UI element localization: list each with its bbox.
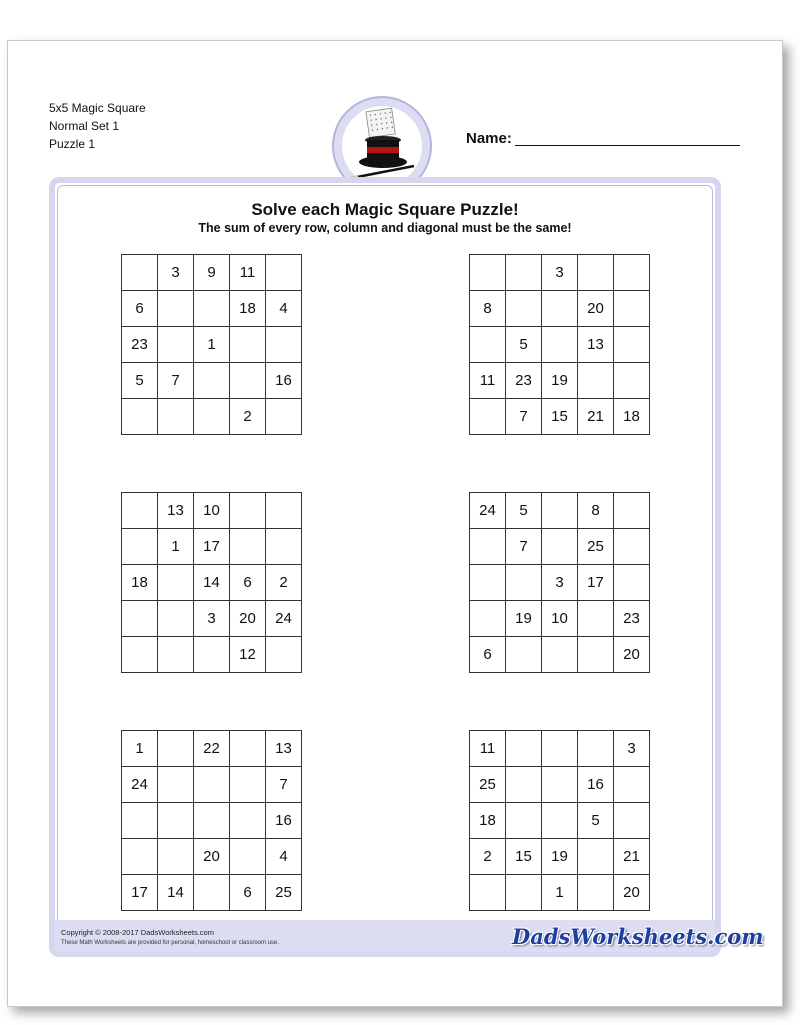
grid-cell[interactable] — [470, 255, 506, 291]
grid-cell[interactable] — [614, 493, 650, 529]
grid-cell[interactable] — [506, 255, 542, 291]
grid-cell[interactable]: 18 — [122, 565, 158, 601]
grid-cell[interactable] — [158, 327, 194, 363]
grid-cell[interactable] — [578, 875, 614, 911]
grid-cell[interactable] — [194, 637, 230, 673]
grid-cell[interactable]: 6 — [230, 875, 266, 911]
grid-cell[interactable]: 4 — [266, 839, 302, 875]
grid-cell[interactable]: 7 — [506, 529, 542, 565]
grid-cell[interactable]: 3 — [542, 255, 578, 291]
grid-cell[interactable]: 17 — [194, 529, 230, 565]
grid-cell[interactable]: 7 — [506, 399, 542, 435]
grid-cell[interactable]: 8 — [470, 291, 506, 327]
grid-cell[interactable]: 6 — [470, 637, 506, 673]
grid-cell[interactable] — [470, 399, 506, 435]
grid-cell[interactable]: 24 — [266, 601, 302, 637]
magic-square-puzzle-2 — [469, 254, 650, 435]
grid-cell[interactable] — [122, 803, 158, 839]
grid-cell[interactable] — [266, 493, 302, 529]
grid-cell[interactable] — [614, 255, 650, 291]
grid-cell[interactable]: 5 — [506, 327, 542, 363]
grid-cell[interactable]: 17 — [122, 875, 158, 911]
grid-cell[interactable]: 7 — [266, 767, 302, 803]
grid-cell[interactable] — [194, 803, 230, 839]
worksheet-title: Solve each Magic Square Puzzle! — [251, 200, 519, 219]
grid-cell[interactable]: 14 — [194, 565, 230, 601]
grid-cell[interactable] — [266, 399, 302, 435]
grid-cell[interactable] — [158, 803, 194, 839]
grid-cell[interactable] — [542, 767, 578, 803]
grid-cell[interactable] — [470, 327, 506, 363]
grid-cell[interactable]: 15 — [506, 839, 542, 875]
grid-cell[interactable] — [158, 291, 194, 327]
grid-cell[interactable]: 23 — [122, 327, 158, 363]
grid-cell[interactable]: 12 — [230, 637, 266, 673]
grid-cell[interactable] — [614, 291, 650, 327]
grid-cell[interactable]: 20 — [578, 291, 614, 327]
grid-cell[interactable]: 16 — [266, 363, 302, 399]
grid-cell[interactable] — [230, 529, 266, 565]
grid-cell[interactable]: 21 — [578, 399, 614, 435]
grid-cell[interactable] — [158, 767, 194, 803]
worksheet-type: 5x5 Magic Square — [49, 101, 146, 115]
grid-cell[interactable] — [122, 637, 158, 673]
grid-cell[interactable]: 3 — [614, 731, 650, 767]
grid-cell[interactable] — [194, 875, 230, 911]
grid-cell[interactable] — [158, 399, 194, 435]
grid-cell[interactable] — [578, 363, 614, 399]
grid-cell[interactable]: 5 — [578, 803, 614, 839]
grid-cell[interactable] — [614, 803, 650, 839]
grid-cell[interactable] — [578, 731, 614, 767]
grid-cell[interactable] — [542, 493, 578, 529]
grid-cell[interactable] — [542, 731, 578, 767]
grid-cell[interactable] — [158, 601, 194, 637]
grid-cell[interactable]: 19 — [506, 601, 542, 637]
grid-cell[interactable]: 1 — [158, 529, 194, 565]
grid-cell[interactable] — [194, 291, 230, 327]
grid-cell[interactable]: 21 — [614, 839, 650, 875]
grid-cell[interactable]: 20 — [230, 601, 266, 637]
grid-cell[interactable] — [158, 565, 194, 601]
grid-cell[interactable] — [158, 637, 194, 673]
grid-cell[interactable]: 11 — [470, 363, 506, 399]
grid-cell[interactable] — [230, 767, 266, 803]
grid-cell[interactable] — [578, 255, 614, 291]
grid-cell[interactable]: 13 — [158, 493, 194, 529]
grid-cell[interactable] — [542, 803, 578, 839]
grid-cell[interactable]: 7 — [158, 363, 194, 399]
magic-square-puzzle-6 — [469, 730, 650, 911]
grid-cell[interactable] — [158, 731, 194, 767]
grid-cell[interactable]: 13 — [578, 327, 614, 363]
grid-cell[interactable] — [230, 731, 266, 767]
name-label: Name: — [466, 130, 512, 147]
grid-cell[interactable] — [122, 839, 158, 875]
worksheet-set: Normal Set 1 — [49, 119, 120, 133]
grid-cell[interactable] — [614, 565, 650, 601]
grid-cell[interactable]: 3 — [542, 565, 578, 601]
grid-cell[interactable]: 9 — [194, 255, 230, 291]
grid-cell[interactable]: 6 — [122, 291, 158, 327]
grid-cell[interactable]: 15 — [542, 399, 578, 435]
grid-cell[interactable] — [122, 493, 158, 529]
grid-cell[interactable]: 25 — [470, 767, 506, 803]
grid-cell[interactable] — [194, 363, 230, 399]
grid-cell[interactable] — [266, 327, 302, 363]
grid-cell[interactable]: 18 — [230, 291, 266, 327]
grid-cell[interactable]: 16 — [266, 803, 302, 839]
grid-cell[interactable] — [194, 399, 230, 435]
grid-cell[interactable] — [122, 399, 158, 435]
grid-cell[interactable]: 20 — [614, 875, 650, 911]
grid-cell[interactable]: 13 — [266, 731, 302, 767]
grid-cell[interactable]: 20 — [194, 839, 230, 875]
name-field[interactable] — [515, 145, 740, 146]
grid-cell[interactable]: 20 — [614, 637, 650, 673]
grid-cell[interactable]: 18 — [614, 399, 650, 435]
grid-cell[interactable] — [506, 565, 542, 601]
grid-cell[interactable]: 6 — [230, 565, 266, 601]
grid-cell[interactable]: 2 — [470, 839, 506, 875]
grid-cell[interactable]: 18 — [470, 803, 506, 839]
grid-cell[interactable] — [230, 327, 266, 363]
grid-cell[interactable]: 4 — [266, 291, 302, 327]
grid-cell[interactable] — [506, 803, 542, 839]
grid-cell[interactable] — [266, 255, 302, 291]
grid-cell[interactable] — [506, 767, 542, 803]
grid-cell[interactable] — [542, 637, 578, 673]
grid-cell[interactable] — [506, 731, 542, 767]
copyright-text: Copyright © 2008-2017 DadsWorksheets.com — [61, 928, 214, 937]
grid-cell[interactable]: 23 — [506, 363, 542, 399]
grid-cell[interactable]: 11 — [230, 255, 266, 291]
brand-logo[interactable]: DadsWorksheets.com — [512, 924, 764, 949]
grid-cell[interactable] — [542, 291, 578, 327]
grid-cell[interactable]: 17 — [578, 565, 614, 601]
grid-cell[interactable] — [578, 637, 614, 673]
grid-cell[interactable] — [506, 637, 542, 673]
magic-square-puzzle-1 — [121, 254, 302, 435]
grid-cell[interactable] — [230, 493, 266, 529]
grid-cell[interactable] — [614, 529, 650, 565]
grid-cell[interactable]: 14 — [158, 875, 194, 911]
grid-cell[interactable] — [470, 565, 506, 601]
grid-cell[interactable] — [230, 803, 266, 839]
grid-cell[interactable]: 16 — [578, 767, 614, 803]
grid-cell[interactable] — [158, 839, 194, 875]
worksheet-instructions: The sum of every row, column and diagonal must be the same! — [198, 221, 572, 235]
grid-cell[interactable]: 1 — [194, 327, 230, 363]
grid-cell[interactable]: 25 — [266, 875, 302, 911]
grid-cell[interactable] — [614, 363, 650, 399]
grid-cell[interactable] — [266, 529, 302, 565]
grid-cell[interactable] — [230, 839, 266, 875]
grid-cell[interactable]: 24 — [122, 767, 158, 803]
grid-cell[interactable] — [542, 529, 578, 565]
grid-cell[interactable]: 11 — [470, 731, 506, 767]
grid-cell[interactable] — [506, 291, 542, 327]
grid-cell[interactable] — [122, 601, 158, 637]
grid-cell[interactable] — [470, 529, 506, 565]
magic-square-puzzle-5 — [121, 730, 302, 911]
grid-cell[interactable] — [470, 601, 506, 637]
grid-cell[interactable]: 5 — [506, 493, 542, 529]
grid-cell[interactable]: 24 — [470, 493, 506, 529]
grid-cell[interactable]: 10 — [194, 493, 230, 529]
grid-cell[interactable]: 3 — [158, 255, 194, 291]
grid-cell[interactable]: 5 — [122, 363, 158, 399]
grid-cell[interactable]: 8 — [578, 493, 614, 529]
grid-cell[interactable] — [614, 767, 650, 803]
grid-cell[interactable]: 3 — [194, 601, 230, 637]
grid-cell[interactable] — [194, 767, 230, 803]
grid-cell[interactable]: 1 — [542, 875, 578, 911]
worksheet-info — [49, 99, 146, 153]
grid-cell[interactable] — [578, 839, 614, 875]
grid-cell[interactable]: 2 — [266, 565, 302, 601]
magic-square-puzzle-3 — [121, 492, 302, 673]
grid-cell[interactable] — [122, 529, 158, 565]
grid-cell[interactable] — [470, 875, 506, 911]
magic-square-puzzle-4 — [469, 492, 650, 673]
grid-cell[interactable] — [614, 327, 650, 363]
grid-cell[interactable]: 23 — [614, 601, 650, 637]
grid-cell[interactable] — [122, 255, 158, 291]
grid-cell[interactable]: 1 — [122, 731, 158, 767]
grid-cell[interactable] — [506, 875, 542, 911]
grid-cell[interactable]: 19 — [542, 363, 578, 399]
grid-cell[interactable] — [578, 601, 614, 637]
grid-cell[interactable]: 19 — [542, 839, 578, 875]
grid-cell[interactable] — [230, 363, 266, 399]
grid-cell[interactable]: 2 — [230, 399, 266, 435]
usage-note: These Math Worksheets are provided for personal, homeschool or classroom use. — [61, 940, 279, 946]
grid-cell[interactable] — [542, 327, 578, 363]
grid-cell[interactable]: 25 — [578, 529, 614, 565]
grid-cell[interactable]: 10 — [542, 601, 578, 637]
grid-cell[interactable] — [266, 637, 302, 673]
grid-cell[interactable]: 22 — [194, 731, 230, 767]
worksheet-puzzle-number: Puzzle 1 — [49, 137, 96, 151]
